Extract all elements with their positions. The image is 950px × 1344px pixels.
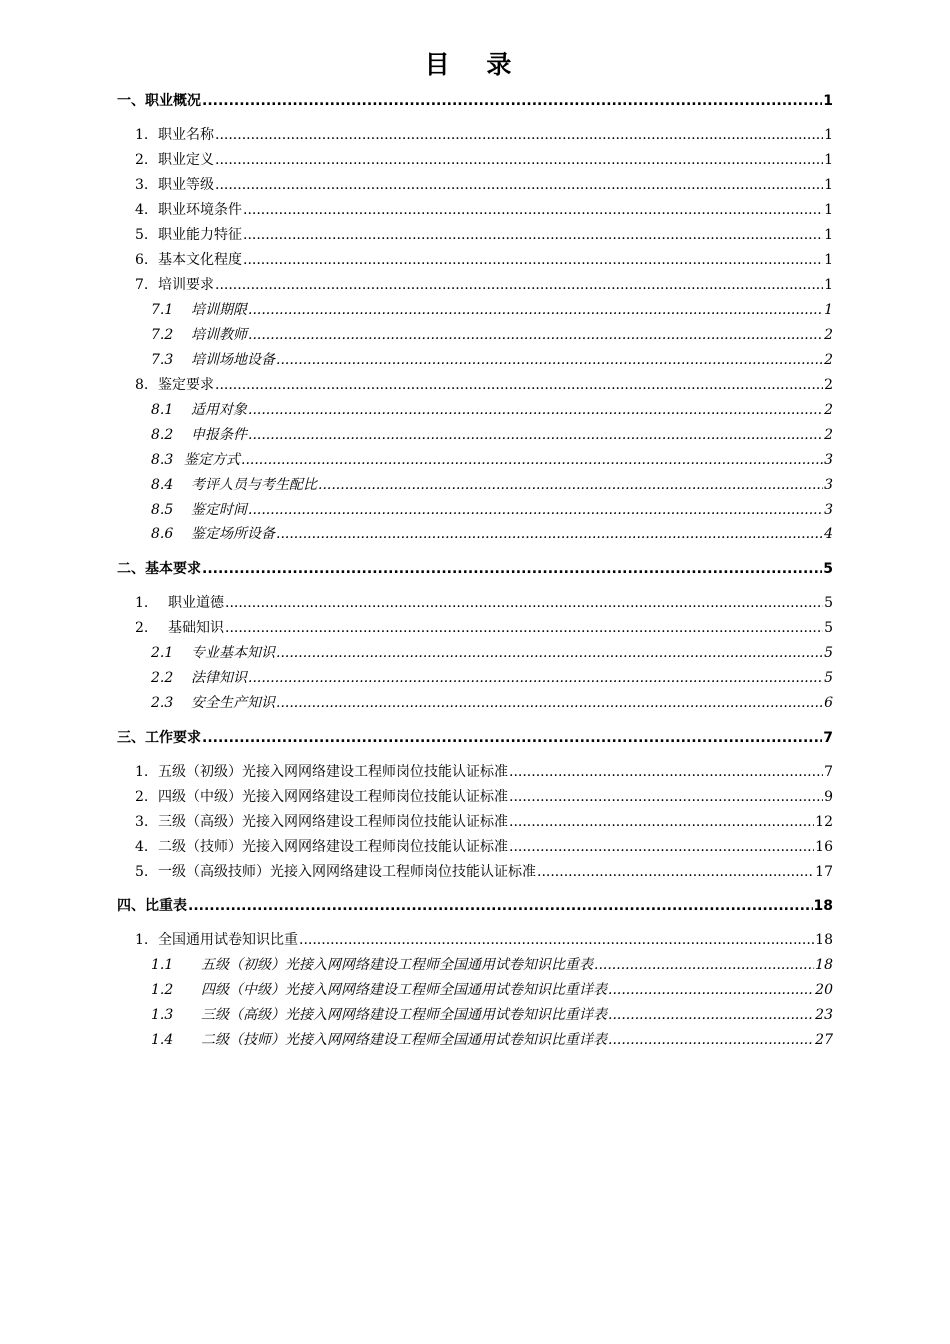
toc-entry[interactable] bbox=[135, 151, 833, 169]
dot-leader bbox=[276, 694, 823, 712]
toc-page-number: 1 bbox=[824, 202, 833, 218]
toc-entry[interactable] bbox=[135, 863, 833, 881]
dot-leader bbox=[202, 560, 822, 578]
toc-entry-number: 3. bbox=[135, 814, 149, 830]
toc-page-number: 5 bbox=[823, 561, 833, 577]
toc-subentry[interactable] bbox=[151, 451, 833, 469]
toc-entry-number: 3. bbox=[135, 177, 149, 193]
toc-subentry[interactable] bbox=[151, 956, 833, 974]
dot-leader bbox=[509, 813, 814, 831]
toc-entry-label: 职业能力特征 bbox=[158, 227, 242, 243]
toc-subentry[interactable] bbox=[151, 669, 833, 687]
toc-entry-number: 7. bbox=[135, 277, 149, 293]
toc-entry[interactable] bbox=[135, 619, 833, 637]
dot-leader bbox=[248, 401, 823, 419]
toc-page-number: 3 bbox=[824, 477, 833, 493]
toc-subentry[interactable] bbox=[151, 525, 833, 543]
toc-page-number: 3 bbox=[824, 452, 833, 468]
toc-entry-label: 法律知识 bbox=[191, 670, 247, 686]
dot-leader bbox=[608, 981, 814, 999]
toc-entry-label: 三级（高级）光接入网网络建设工程师全国通用试卷知识比重详表 bbox=[201, 1007, 607, 1023]
toc-entry-label: 基本文化程度 bbox=[158, 252, 242, 268]
toc-entry-label: 职业名称 bbox=[158, 127, 214, 143]
toc-subentry[interactable] bbox=[151, 351, 833, 369]
toc-entry-label: 五级（初级）光接入网网络建设工程师全国通用试卷知识比重表 bbox=[201, 957, 593, 973]
dot-leader bbox=[225, 594, 823, 612]
toc-entry-label: 培训期限 bbox=[191, 302, 247, 318]
dot-leader bbox=[243, 251, 823, 269]
dot-leader bbox=[318, 476, 823, 494]
toc-page-number: 1 bbox=[824, 277, 833, 293]
toc-subentry[interactable] bbox=[151, 981, 833, 999]
toc-entry[interactable] bbox=[135, 594, 833, 612]
toc-subentry[interactable] bbox=[151, 644, 833, 662]
toc-entry-number: 1.4 bbox=[151, 1032, 174, 1048]
toc-entry-number: 2.2 bbox=[151, 670, 174, 686]
dot-leader bbox=[241, 451, 823, 469]
page-title: 目 录 bbox=[424, 50, 526, 79]
toc-subentry[interactable] bbox=[151, 426, 833, 444]
toc-entry[interactable] bbox=[135, 763, 833, 781]
toc-entry-label: 一、职业概况 bbox=[117, 93, 201, 109]
toc-entry-number: 2. bbox=[135, 789, 149, 805]
dot-leader bbox=[215, 276, 823, 294]
dot-leader bbox=[248, 669, 823, 687]
dot-leader bbox=[188, 897, 813, 915]
toc-entry[interactable] bbox=[135, 838, 833, 856]
toc-entry-number: 5. bbox=[135, 864, 149, 880]
dot-leader bbox=[608, 1031, 814, 1049]
toc-entry-label: 二、基本要求 bbox=[117, 561, 201, 577]
toc-entry-label: 安全生产知识 bbox=[191, 695, 275, 711]
dot-leader bbox=[248, 326, 823, 344]
dot-leader bbox=[276, 644, 823, 662]
toc-page-number: 7 bbox=[824, 764, 833, 780]
dot-leader bbox=[215, 376, 823, 394]
dot-leader bbox=[594, 956, 814, 974]
toc-subentry[interactable] bbox=[151, 694, 833, 712]
toc-entry-number: 8.4 bbox=[151, 477, 174, 493]
toc-subentry[interactable] bbox=[151, 476, 833, 494]
toc-section-1[interactable] bbox=[117, 92, 833, 110]
toc-entry-number: 1. bbox=[135, 764, 149, 780]
toc-page-number: 7 bbox=[823, 730, 833, 746]
toc-entry-number: 7.2 bbox=[151, 327, 174, 343]
toc-page-number: 17 bbox=[815, 864, 833, 880]
toc-entry-number: 8.5 bbox=[151, 502, 174, 518]
toc-page-number: 18 bbox=[813, 898, 833, 914]
dot-leader bbox=[248, 501, 823, 519]
dot-leader bbox=[276, 525, 823, 543]
toc-entry-label: 申报条件 bbox=[191, 427, 247, 443]
toc-entry-label: 基础知识 bbox=[168, 620, 224, 636]
dot-leader bbox=[215, 176, 823, 194]
toc-page-number: 27 bbox=[815, 1032, 833, 1048]
toc-entry[interactable] bbox=[135, 813, 833, 831]
toc-entry-number: 8.2 bbox=[151, 427, 174, 443]
toc-entry-label: 三、工作要求 bbox=[117, 730, 201, 746]
dot-leader bbox=[202, 729, 822, 747]
toc-entry-number: 4. bbox=[135, 202, 149, 218]
toc-entry-label: 全国通用试卷知识比重 bbox=[158, 932, 298, 948]
toc-entry-number: 2.3 bbox=[151, 695, 174, 711]
toc-section-2[interactable] bbox=[117, 560, 833, 578]
dot-leader bbox=[243, 201, 823, 219]
toc-subentry[interactable] bbox=[151, 301, 833, 319]
toc-entry[interactable] bbox=[135, 276, 833, 294]
toc-entry-label: 一级（高级技师）光接入网网络建设工程师岗位技能认证标准 bbox=[158, 864, 536, 880]
toc-entry-number: 7.1 bbox=[151, 302, 174, 318]
toc-entry-label: 二级（技师）光接入网网络建设工程师岗位技能认证标准 bbox=[158, 839, 508, 855]
toc-page-number: 5 bbox=[824, 620, 833, 636]
toc-entry-number: 1.3 bbox=[151, 1007, 174, 1023]
toc-subentry[interactable] bbox=[151, 501, 833, 519]
toc-entry-number: 8.3 bbox=[151, 452, 174, 468]
toc-entry-label: 职业道德 bbox=[168, 595, 224, 611]
dot-leader bbox=[202, 92, 822, 110]
toc-entry-number: 5. bbox=[135, 227, 149, 243]
toc-entry-label: 四级（中级）光接入网网络建设工程师岗位技能认证标准 bbox=[158, 789, 508, 805]
dot-leader bbox=[276, 351, 823, 369]
toc-section-3[interactable] bbox=[117, 729, 833, 747]
toc-entry-label: 职业等级 bbox=[158, 177, 214, 193]
toc-page-number: 9 bbox=[824, 789, 833, 805]
toc-entry-number: 7.3 bbox=[151, 352, 174, 368]
toc-entry-label: 鉴定时间 bbox=[191, 502, 247, 518]
dot-leader bbox=[215, 151, 823, 169]
toc-page-number: 2 bbox=[824, 402, 833, 418]
toc-entry-number: 1. bbox=[135, 595, 149, 611]
toc-entry-number: 8. bbox=[135, 377, 149, 393]
dot-leader bbox=[537, 863, 814, 881]
toc-page-number: 5 bbox=[824, 595, 833, 611]
toc-entry-number: 8.6 bbox=[151, 526, 174, 542]
toc-entry[interactable] bbox=[135, 251, 833, 269]
dot-leader bbox=[248, 301, 823, 319]
dot-leader bbox=[608, 1006, 814, 1024]
toc-entry-number: 6. bbox=[135, 252, 149, 268]
toc-entry-label: 职业定义 bbox=[158, 152, 214, 168]
toc-entry-label: 四级（中级）光接入网网络建设工程师全国通用试卷知识比重详表 bbox=[201, 982, 607, 998]
dot-leader bbox=[509, 763, 823, 781]
toc-subentry[interactable] bbox=[151, 326, 833, 344]
toc-page-number: 12 bbox=[815, 814, 833, 830]
toc-entry-number: 1. bbox=[135, 127, 149, 143]
toc-entry-label: 鉴定场所设备 bbox=[191, 526, 275, 542]
toc-entry-label: 专业基本知识 bbox=[191, 645, 275, 661]
dot-leader bbox=[509, 788, 823, 806]
toc-entry-label: 鉴定方式 bbox=[184, 452, 240, 468]
toc-entry-label: 三级（高级）光接入网网络建设工程师岗位技能认证标准 bbox=[158, 814, 508, 830]
toc-entry-number: 2. bbox=[135, 152, 149, 168]
toc-page-number: 2 bbox=[824, 377, 833, 393]
toc-entry-label: 适用对象 bbox=[191, 402, 247, 418]
toc-entry-label: 鉴定要求 bbox=[158, 377, 214, 393]
toc-entry-number: 1. bbox=[135, 932, 149, 948]
toc-entry[interactable] bbox=[135, 376, 833, 394]
dot-leader bbox=[248, 426, 823, 444]
toc-page-number: 1 bbox=[824, 227, 833, 243]
toc-entry-number: 2.1 bbox=[151, 645, 174, 661]
toc-entry-label: 二级（技师）光接入网网络建设工程师全国通用试卷知识比重详表 bbox=[201, 1032, 607, 1048]
toc-entry-label: 五级（初级）光接入网网络建设工程师岗位技能认证标准 bbox=[158, 764, 508, 780]
toc-entry-number: 1.2 bbox=[151, 982, 174, 998]
toc-entry[interactable] bbox=[135, 201, 833, 219]
toc-entry-number: 1.1 bbox=[151, 957, 174, 973]
toc-entry-label: 职业环境条件 bbox=[158, 202, 242, 218]
toc-page-number: 5 bbox=[824, 645, 833, 661]
toc-entry-number: 8.1 bbox=[151, 402, 174, 418]
toc-entry-label: 四、比重表 bbox=[117, 898, 187, 914]
toc-page-number: 2 bbox=[824, 352, 833, 368]
toc-page-number: 1 bbox=[824, 127, 833, 143]
toc-entry[interactable] bbox=[135, 788, 833, 806]
dot-leader bbox=[225, 619, 823, 637]
toc-entry[interactable] bbox=[135, 931, 833, 949]
toc-subentry[interactable] bbox=[151, 1031, 833, 1049]
toc-page-number: 4 bbox=[824, 526, 833, 542]
toc-page-number: 5 bbox=[824, 670, 833, 686]
toc-entry-number: 2. bbox=[135, 620, 149, 636]
toc-page-number: 3 bbox=[824, 502, 833, 518]
toc-page-number: 18 bbox=[815, 957, 833, 973]
toc-entry-label: 培训要求 bbox=[158, 277, 214, 293]
toc-section-4[interactable] bbox=[117, 897, 833, 915]
toc-page-number: 1 bbox=[824, 252, 833, 268]
toc-subentry[interactable] bbox=[151, 401, 833, 419]
toc-page-number: 1 bbox=[824, 177, 833, 193]
toc-subentry[interactable] bbox=[151, 1006, 833, 1024]
toc-page-number: 2 bbox=[824, 327, 833, 343]
dot-leader bbox=[243, 226, 823, 244]
toc-page-number: 1 bbox=[824, 302, 833, 318]
toc-page-number: 23 bbox=[815, 1007, 833, 1023]
toc-entry-label: 培训场地设备 bbox=[191, 352, 275, 368]
toc-page-number: 1 bbox=[823, 93, 833, 109]
toc-page-number: 20 bbox=[815, 982, 833, 998]
toc-page-number: 6 bbox=[824, 695, 833, 711]
toc-entry-number: 4. bbox=[135, 839, 149, 855]
toc-entry-label: 培训教师 bbox=[191, 327, 247, 343]
toc-entry[interactable] bbox=[135, 126, 833, 144]
toc-page-number: 18 bbox=[815, 932, 833, 948]
toc-page-number: 2 bbox=[824, 427, 833, 443]
dot-leader bbox=[299, 931, 814, 949]
dot-leader bbox=[509, 838, 814, 856]
toc-entry[interactable] bbox=[135, 176, 833, 194]
toc-entry-label: 考评人员与考生配比 bbox=[191, 477, 317, 493]
toc-page-number: 16 bbox=[815, 839, 833, 855]
toc-entry[interactable] bbox=[135, 226, 833, 244]
dot-leader bbox=[215, 126, 823, 144]
toc-page-number: 1 bbox=[824, 152, 833, 168]
